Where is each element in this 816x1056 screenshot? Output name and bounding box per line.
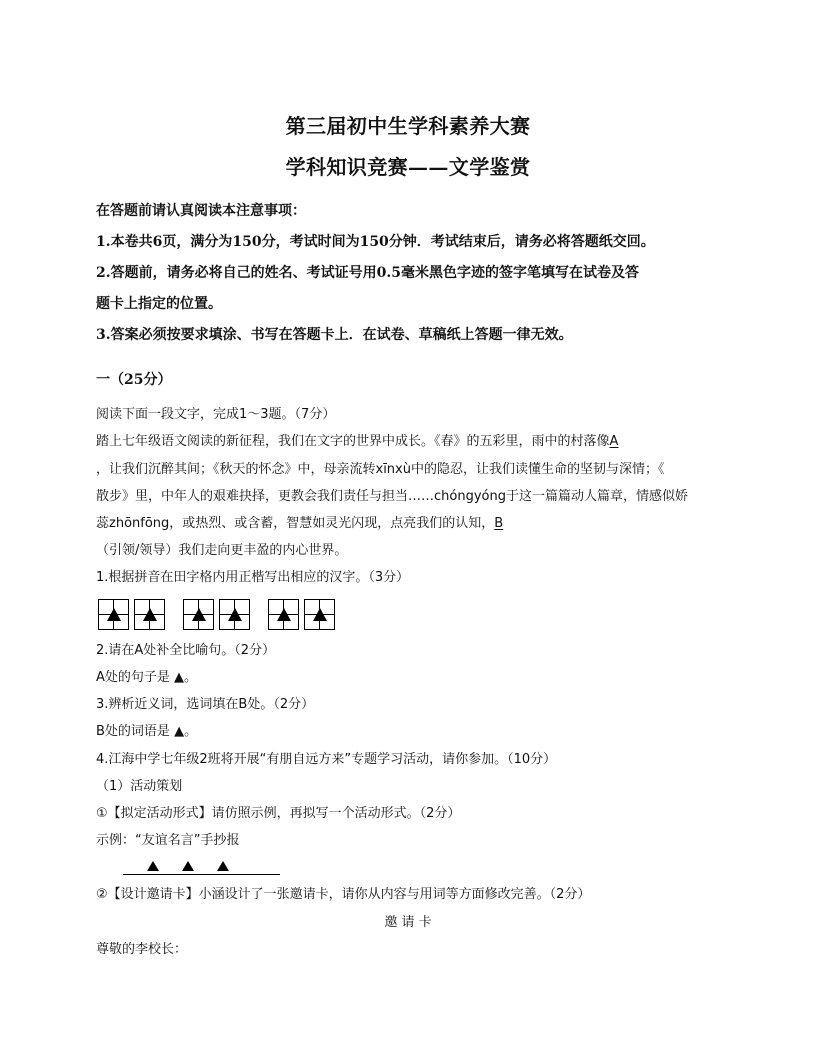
- exam-subtitle: 学科知识竞赛——文学鉴赏: [285, 155, 531, 179]
- answer-triangle-icon: [217, 861, 229, 871]
- invitation-card-title: 邀 请 卡: [384, 915, 432, 930]
- answer-triangle-icon: ▲: [174, 670, 185, 685]
- question-2-answer: [96, 671, 724, 684]
- passage-line-4: [96, 517, 724, 530]
- exam-title: 第三届初中生学科素养大赛: [285, 114, 531, 138]
- answer-triangle-icon: [277, 608, 291, 621]
- answer-prefix: B处的词语是: [96, 724, 170, 739]
- question-4: 4.江海中学七年级2班将开展“有朋自远方来”专题学习活动，请你参加。（10分）: [96, 752, 557, 767]
- notice-item-2: 2.答题前，请务必将自己的姓名、考试证号用0.5毫米黑色字迹的签字笔填写在试卷及答: [96, 265, 639, 281]
- question-4-item-1: ①【拟定活动形式】请仿照示例，再拟写一个活动形式。（2分）: [96, 806, 461, 821]
- answer-triangle-icon: [182, 861, 194, 871]
- passage-intro: 阅读下面一段文字，完成1～3题。（7分）: [96, 407, 336, 422]
- passage-line-1-text: 踏上七年级语文阅读的新征程，我们在文字的世界中成长。《春》的五彩里，雨中的村落像: [96, 434, 610, 449]
- notice-item-3: 3.答案必须按要求填涂、书写在答题卡上．在试卷、草稿纸上答题一律无效。: [96, 327, 573, 343]
- tianzige-cell[interactable]: [268, 599, 299, 630]
- passage-line-2: ，让我们沉醉其间；《秋天的怀念》中，母亲流转xīnxù中的隐忍，让我们读懂生命的坚韧与深情；《: [96, 462, 665, 477]
- answer-line[interactable]: [123, 874, 280, 875]
- question-3-answer: [96, 725, 724, 738]
- answer-suffix: 。: [184, 670, 198, 685]
- passage-line-3: 散步》里，中年人的艰难抉择，更教会我们责任与担当……chóngyóng于这一篇篇动人篇章，情感似娇: [96, 489, 688, 504]
- tianzige-cell[interactable]: [134, 599, 165, 630]
- question-4-example: 示例：“友谊名言”手抄报: [96, 833, 240, 848]
- answer-triangle-icon: [107, 608, 121, 621]
- question-2: 2.请在A处补全比喻句。（2分）: [96, 643, 276, 658]
- answer-triangle-icon: [228, 608, 242, 621]
- notice-heading: 在答题前请认真阅读本注意事项：: [96, 203, 306, 219]
- tianzige-cell[interactable]: [98, 599, 129, 630]
- tianzige-cell[interactable]: [219, 599, 250, 630]
- invitation-card-salutation: 尊敬的李校长：: [96, 942, 188, 957]
- section-title: 一（25分）: [96, 372, 172, 388]
- question-4-item-2: ②【设计邀请卡】小涵设计了一张邀请卡，请你从内容与用词等方面修改完善。（2分）: [96, 887, 591, 902]
- question-4-subheading: （1）活动策划: [96, 779, 183, 794]
- notice-item-1: 1.本卷共6页，满分为150分，考试时间为150分钟．考试结束后，请务必将答题纸交回。: [96, 234, 655, 250]
- question-3: 3.辨析近义词，选词填在B处。（2分）: [96, 697, 315, 712]
- answer-triangle-icon: [147, 861, 159, 871]
- tianzige-cell[interactable]: [183, 599, 214, 630]
- answer-prefix: A处的句子是: [96, 670, 170, 685]
- answer-triangle-icon: [192, 608, 206, 621]
- passage-line-1: [96, 435, 724, 448]
- blank-a-marker: A: [609, 434, 619, 449]
- question-1: 1.根据拼音在田字格内用正楷写出相应的汉字。（3分）: [96, 570, 410, 585]
- passage-line-4-text: 蕊zhōnfōng，或热烈、或含蓄，智慧如灵光闪现，点亮我们的认知，: [96, 516, 495, 531]
- answer-triangle-icon: [313, 608, 327, 621]
- answer-triangle-icon: [143, 608, 157, 621]
- answer-suffix: 。: [184, 724, 198, 739]
- answer-triangle-icon: ▲: [174, 724, 185, 739]
- passage-line-5: （引领/领导）我们走向更丰盈的内心世界。: [96, 543, 348, 558]
- notice-item-2-continued: 题卡上指定的位置。: [96, 296, 222, 312]
- tianzige-cell[interactable]: [304, 599, 335, 630]
- tianzige-grid-row: [98, 599, 338, 632]
- blank-b-marker: B: [494, 516, 504, 531]
